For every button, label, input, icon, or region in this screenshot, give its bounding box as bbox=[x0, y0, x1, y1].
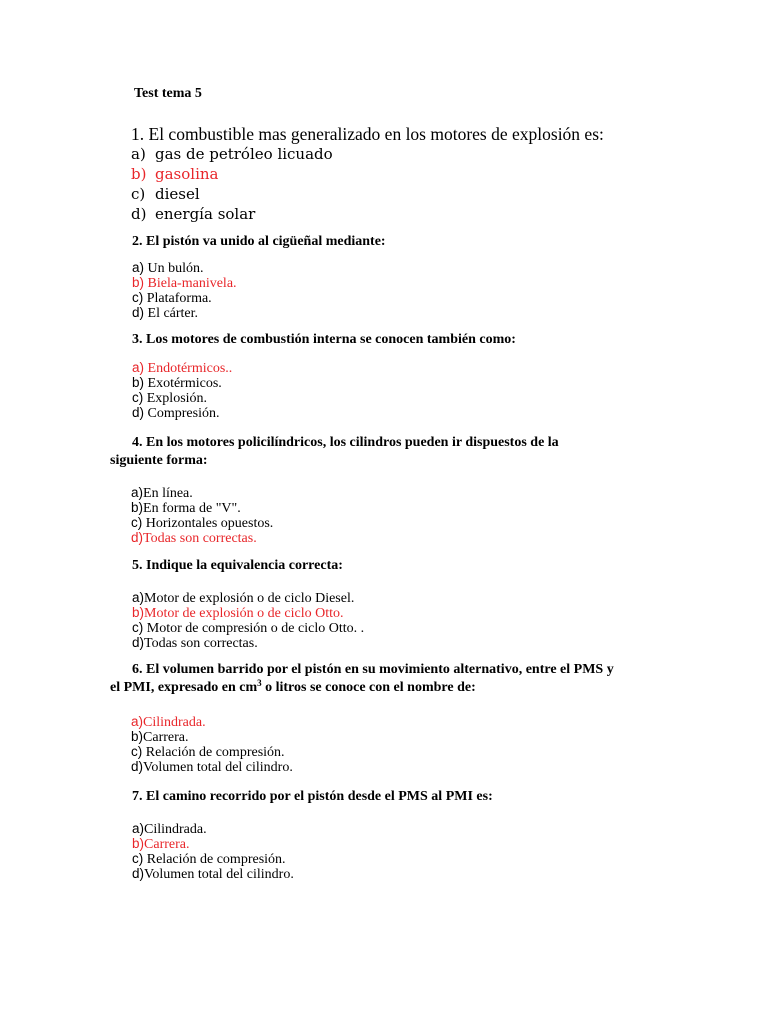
question-7-text: 7. El camino recorrido por el pistón desde el PMS al PMI es: bbox=[132, 789, 493, 804]
question-7-option-a: a)Cilindrada. bbox=[132, 821, 207, 837]
question-3-option-b: b) Exotérmicos. bbox=[132, 375, 222, 391]
document-title: Test tema 5 bbox=[134, 86, 202, 101]
question-5-text: 5. Indique la equivalencia correcta: bbox=[132, 558, 343, 573]
question-4-option-c: c) Horizontales opuestos. bbox=[131, 515, 274, 531]
question-2-option-d: d) El cárter. bbox=[132, 305, 199, 321]
question-3-option-d: d) Compresión. bbox=[132, 405, 220, 421]
question-2-option-c: c) Plataforma. bbox=[132, 290, 212, 306]
question-7-option-b: b)Carrera. bbox=[132, 836, 190, 852]
question-1-option-b: b) gasolina bbox=[131, 165, 219, 183]
question-6-option-d: d)Volumen total del cilindro. bbox=[131, 759, 293, 775]
question-4-option-d: d)Todas son correctas. bbox=[131, 530, 257, 546]
question-4-option-b: b)En forma de "V". bbox=[131, 500, 241, 516]
question-5 bbox=[132, 557, 364, 651]
question-3-option-a: a) Endotérmicos.. bbox=[132, 360, 233, 376]
question-5-option-d: d)Todas son correctas. bbox=[132, 635, 258, 651]
superscript-3: 3 bbox=[257, 678, 262, 688]
question-1-option-a: a) gas de petróleo licuado bbox=[131, 145, 333, 163]
question-7-option-d: d)Volumen total del cilindro. bbox=[132, 866, 294, 882]
question-4 bbox=[110, 434, 670, 546]
question-1-option-c: c) diesel bbox=[131, 185, 200, 203]
question-4-text: 4. En los motores policilíndricos, los cilindros pueden ir dispuestos de la siguiente forma: bbox=[110, 435, 559, 468]
question-3-text: 3. Los motores de combustión interna se conocen también como: bbox=[132, 332, 516, 347]
question-5-option-b: b)Motor de explosión o de ciclo Otto. bbox=[132, 605, 344, 621]
question-3-option-c: c) Explosión. bbox=[132, 390, 208, 406]
question-4-option-a: a)En línea. bbox=[131, 485, 193, 501]
question-7 bbox=[132, 788, 493, 882]
question-2-text: 2. El pistón va unido al cigüeñal mediante: bbox=[132, 234, 386, 249]
question-1-option-d: d) energía solar bbox=[131, 205, 256, 223]
question-6-option-c: c) Relación de compresión. bbox=[131, 744, 285, 760]
question-7-option-c: c) Relación de compresión. bbox=[132, 851, 286, 867]
question-6-text: 6. El volumen barrido por el pistón en su movimiento alternativo, entre el PMS y el PMI, expresado en $cm^3$ o litros se conoce con el nombre de: bbox=[110, 662, 614, 695]
question-1-text: 1. El combustible mas generalizado en los motores de explosión es: bbox=[131, 124, 604, 144]
question-2-option-a: a) Un bulón. bbox=[132, 260, 204, 276]
question-2-option-b: b) Biela-manivela. bbox=[132, 275, 237, 291]
question-6-option-b: b)Carrera. bbox=[131, 729, 189, 745]
question-6 bbox=[110, 661, 670, 775]
question-1 bbox=[131, 124, 604, 224]
question-6-option-a: a)Cilindrada. bbox=[131, 714, 206, 730]
question-5-option-a: a)Motor de explosión o de ciclo Diesel. bbox=[132, 590, 355, 606]
question-3 bbox=[132, 331, 516, 421]
question-2 bbox=[132, 233, 386, 321]
question-5-option-c: c) Motor de compresión o de ciclo Otto. . bbox=[132, 620, 365, 636]
